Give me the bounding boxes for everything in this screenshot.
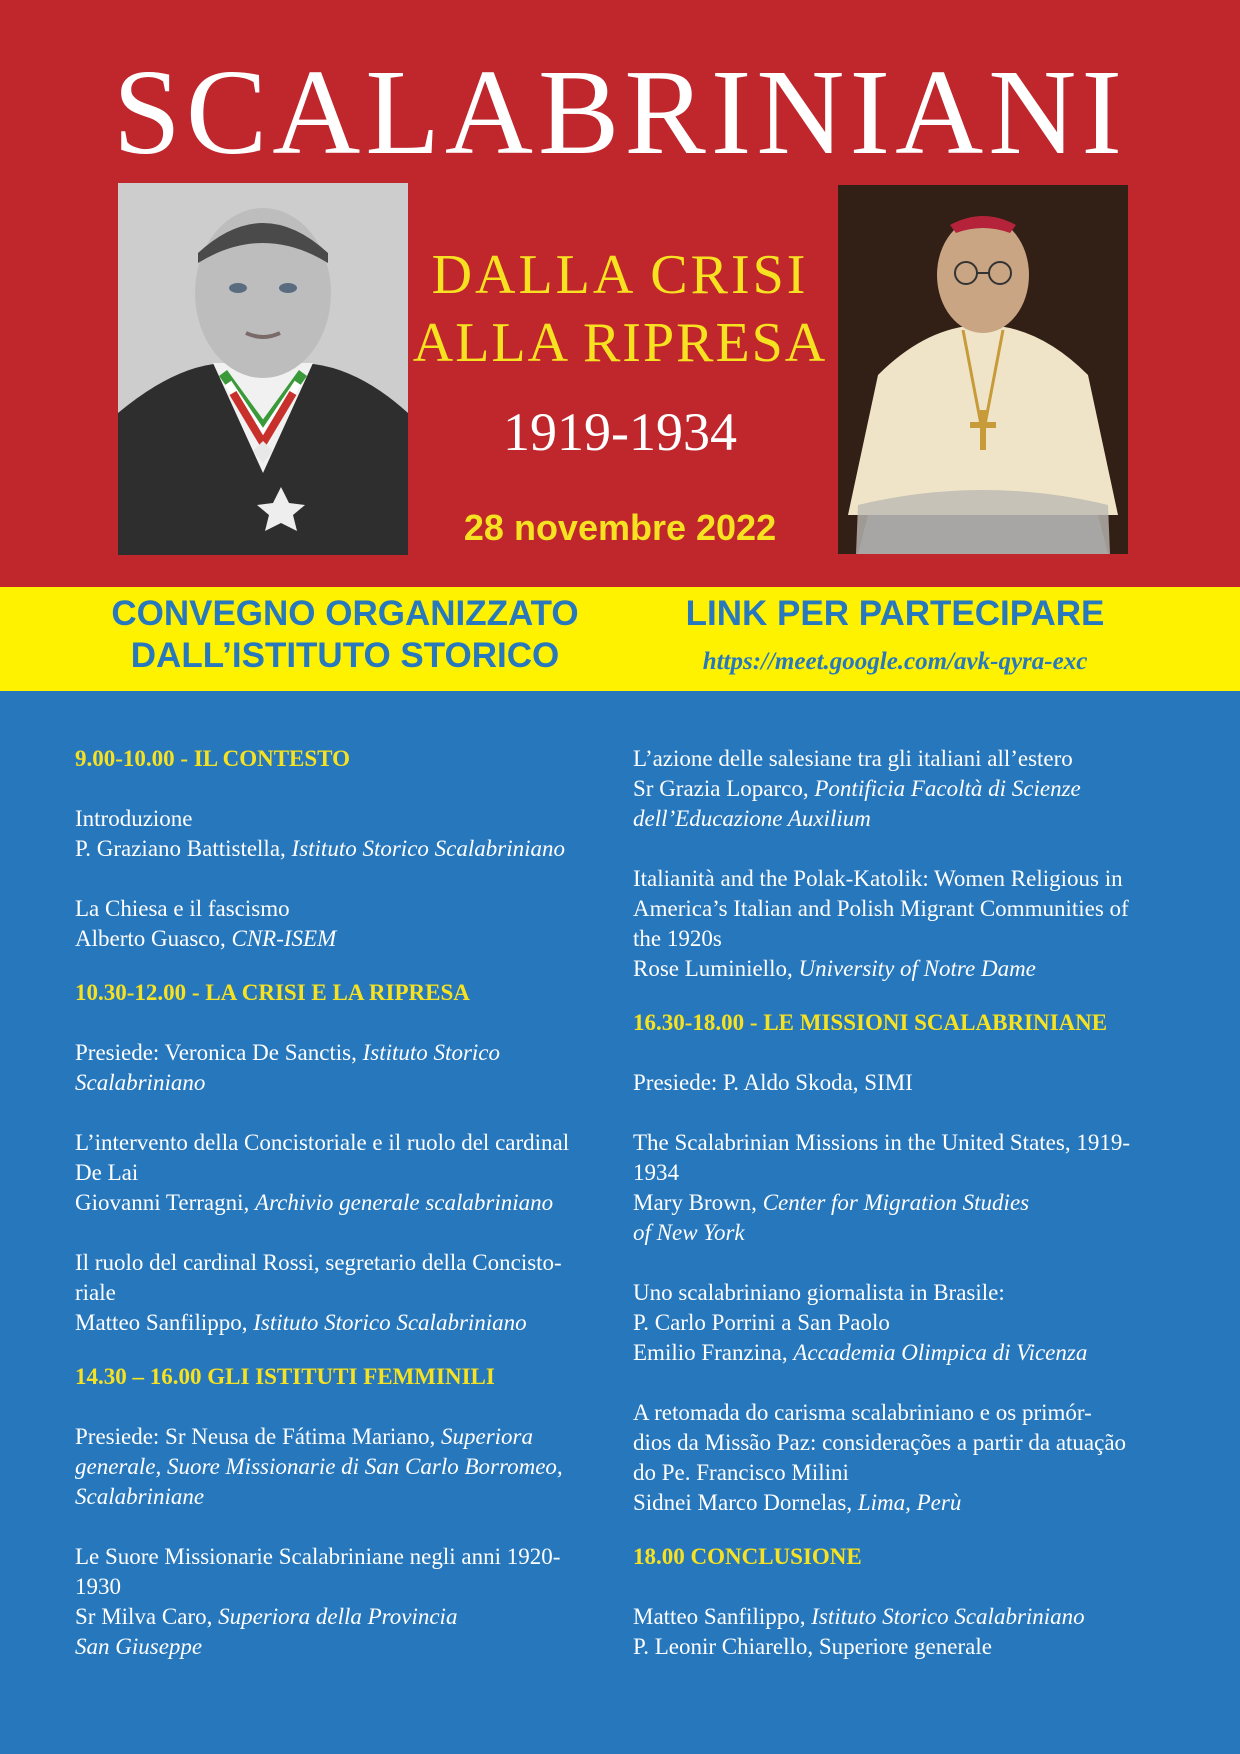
talk-speaker-line (633, 1338, 1173, 1368)
session-heading: 16.30-18.00 - LE MISSIONI SCALABRINIANE (633, 1010, 1108, 1035)
talk-speaker-line (75, 834, 615, 864)
meeting-link[interactable]: https://meet.google.com/avk-qyra-exc (702, 648, 1088, 675)
chair-affiliation: generale, Suore Missionarie di San Carlo Borromeo, (75, 1454, 563, 1479)
talk-title: riale (75, 1280, 116, 1305)
speaker-name: Emilio Franzina, (633, 1340, 788, 1365)
talk-item (75, 1128, 615, 1218)
session-heading: 10.30-12.00 - LA CRISI E LA RIPRESA (75, 980, 470, 1005)
speaker-name: Sidnei Marco Dornelas, (633, 1490, 853, 1515)
program (0, 691, 1240, 1754)
speaker-affiliation: Istituto Storico Scalabriniano (291, 836, 565, 861)
speaker-affiliation: Accademia Olimpica di Vicenza (793, 1340, 1088, 1365)
chair-affiliation: Scalabriniano (75, 1070, 206, 1095)
talk-speaker-line (75, 1188, 615, 1218)
talk-title: America’s Italian and Polish Migrant Communities of (633, 896, 1129, 921)
speaker-affiliation: Istituto Storico Scalabriniano (811, 1604, 1085, 1629)
talk-item (633, 744, 1173, 834)
conclusion-item (633, 1602, 1173, 1662)
speaker-affiliation: Archivio generale scalabriniano (255, 1190, 554, 1215)
speaker-name: Rose Luminiello, (633, 956, 793, 981)
organizer-line-2: DALL’ISTITUTO STORICO (130, 636, 560, 675)
subtitle-line-1: DALLA CRISI (431, 244, 809, 306)
session-heading: 18.00 CONCLUSIONE (633, 1544, 862, 1569)
session-heading: 14.30 – 16.00 GLI ISTITUTI FEMMINILI (75, 1364, 495, 1389)
subtitle-line-2: ALLA RIPRESA (412, 312, 828, 374)
years: 1919-1934 (503, 402, 737, 462)
talk-title: L’azione delle salesiane tra gli italiani all’estero (633, 746, 1073, 771)
organizer-heading (55, 593, 635, 677)
speaker-name: Sr Grazia Loparco, (633, 776, 809, 801)
talk-speaker-line (75, 924, 615, 954)
talk-title: De Lai (75, 1160, 139, 1185)
speaker-name: Matteo Sanfilippo, (633, 1604, 806, 1629)
speaker-affiliation: Pontificia Facoltà di Scienze (814, 776, 1081, 801)
talk-title: 1930 (75, 1574, 121, 1599)
speaker-affiliation: Lima, Perù (857, 1490, 962, 1515)
talk-title: L’intervento della Concistoriale e il ruolo del cardinal (75, 1130, 570, 1155)
speaker-affiliation: Center for Migration Studies (762, 1190, 1030, 1215)
talk-title: Il ruolo del cardinal Rossi, segretario della Concisto- (75, 1250, 562, 1275)
talk-item (75, 804, 615, 864)
talk-speaker-line: P. Leonir Chiarello, Superiore generale (633, 1634, 992, 1659)
talk-item (633, 864, 1173, 984)
organizer-line-1: CONVEGNO ORGANIZZATO (111, 594, 579, 633)
link-heading: LINK PER PARTECIPARE (685, 594, 1105, 633)
session-heading: 9.00-10.00 - IL CONTESTO (75, 746, 350, 771)
talk-speaker-line (75, 1602, 615, 1632)
talk-speaker-line (633, 1188, 1173, 1218)
talk-title: Introduzione (75, 806, 193, 831)
event-date: 28 novembre 2022 (463, 507, 777, 548)
talk-item (633, 1398, 1173, 1518)
talk-title: dios da Missão Paz: considerações a partir da atuação (633, 1430, 1127, 1455)
portrait-cardinal (838, 185, 1128, 554)
talk-title: The Scalabrinian Missions in the United States, 1919- (633, 1130, 1130, 1155)
speaker-affiliation: of New York (633, 1220, 745, 1245)
speaker-name: Mary Brown, (633, 1190, 757, 1215)
speaker-affiliation: San Giuseppe (75, 1634, 203, 1659)
talk-speaker-line (75, 1308, 615, 1338)
talk-speaker-line (633, 1602, 1173, 1632)
chair-line (75, 1422, 615, 1452)
speaker-affiliation: CNR-ISEM (231, 926, 337, 951)
chair-name: Presiede: Veronica De Sanctis, (75, 1040, 357, 1065)
chair-item (633, 1068, 1173, 1098)
speaker-name: Alberto Guasco, (75, 926, 226, 951)
talk-item (75, 1542, 615, 1662)
chair-line (75, 1038, 615, 1068)
talk-speaker-line (633, 954, 1173, 984)
speaker-affiliation: University of Notre Dame (798, 956, 1036, 981)
speaker-name: Matteo Sanfilippo, (75, 1310, 248, 1335)
chair-affiliation: Scalabriniane (75, 1484, 205, 1509)
program-column-left (75, 744, 615, 1692)
talk-title: Uno scalabriniano giornalista in Brasile: (633, 1280, 1005, 1305)
talk-title: Italianità and the Polak-Katolik: Women Religious in (633, 866, 1123, 891)
chair-item (75, 1038, 615, 1098)
main-title: SCALABRINIANI (113, 45, 1127, 180)
chair-name: Presiede: Sr Neusa de Fátima Mariano, (75, 1424, 436, 1449)
program-column-right (633, 744, 1173, 1692)
talk-item (633, 1278, 1173, 1368)
chair-line: Presiede: P. Aldo Skoda, SIMI (633, 1070, 913, 1095)
talk-title: the 1920s (633, 926, 722, 951)
info-band (0, 587, 1240, 691)
speaker-affiliation: Superiora della Provincia (218, 1604, 458, 1629)
speaker-affiliation: dell’Educazione Auxilium (633, 806, 871, 831)
speaker-affiliation: Istituto Storico Scalabriniano (253, 1310, 527, 1335)
talk-speaker-line (633, 774, 1173, 804)
chair-affiliation: Superiora (441, 1424, 533, 1449)
talk-speaker-line (633, 1488, 1173, 1518)
chair-item (75, 1422, 615, 1512)
speaker-name: Giovanni Terragni, (75, 1190, 250, 1215)
talk-title: La Chiesa e il fascismo (75, 896, 290, 921)
talk-item (75, 1248, 615, 1338)
header-banner (0, 0, 1240, 587)
talk-title: Le Suore Missionarie Scalabriniane negli anni 1920- (75, 1544, 561, 1569)
talk-item (633, 1128, 1173, 1248)
talk-title: P. Carlo Porrini a San Paolo (633, 1310, 890, 1335)
speaker-name: Sr Milva Caro, (75, 1604, 213, 1629)
portrait-scalabrini-cleric (118, 183, 408, 555)
chair-affiliation: Istituto Storico (362, 1040, 501, 1065)
talk-title: A retomada do carisma scalabriniano e os primór- (633, 1400, 1092, 1425)
talk-title: 1934 (633, 1160, 679, 1185)
talk-title: do Pe. Francisco Milini (633, 1460, 849, 1485)
talk-item (75, 894, 615, 954)
speaker-name: P. Graziano Battistella, (75, 836, 286, 861)
